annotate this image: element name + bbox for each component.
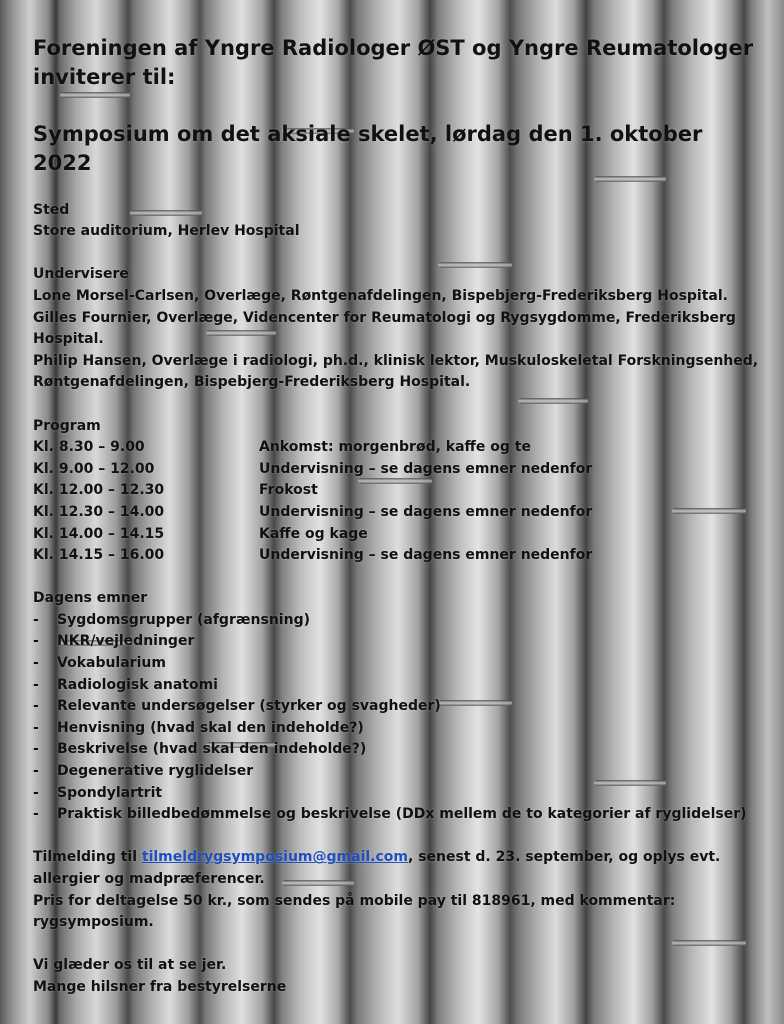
program-heading: Program <box>33 417 101 434</box>
topic-text: Beskrivelse (hvad skal den indeholde?) <box>57 741 367 758</box>
bullet-dash: - <box>33 784 39 801</box>
program-time: Kl. 9.00 – 12.00 <box>33 460 155 477</box>
organizer-heading <box>33 34 763 92</box>
program-activity: Undervisning – se dagens emner nedenfor <box>259 460 593 477</box>
topic-item <box>33 718 763 740</box>
registration-section <box>33 847 763 933</box>
topics-section <box>33 588 763 826</box>
registration-email-link[interactable]: tilmeldrygsymposium@gmail.com <box>141 849 408 866</box>
program-row <box>33 524 763 546</box>
teachers-section <box>33 264 763 394</box>
registration-prefix: Tilmelding til <box>33 849 142 866</box>
program-time: Kl. 12.00 – 12.30 <box>33 482 165 499</box>
topic-item <box>33 761 763 783</box>
program-activity: Kaffe og kage <box>259 525 368 542</box>
bullet-dash: - <box>33 763 39 780</box>
topic-item <box>33 804 763 826</box>
closing-line-1: Vi glæder os til at se jer. <box>33 957 227 974</box>
program-row <box>33 545 763 567</box>
symposium-title: Symposium om det aksiale skelet, lørdag den 1. oktober 2022 <box>33 122 703 175</box>
teachers-heading: Undervisere <box>33 266 129 283</box>
organizer-line-2: inviterer til: <box>33 65 176 89</box>
program-time: Kl. 14.00 – 14.15 <box>33 525 165 542</box>
location-section <box>33 200 763 243</box>
topic-text: NKR/vejledninger <box>57 633 195 650</box>
location-value: Store auditorium, Herlev Hospital <box>33 223 300 240</box>
topic-text: Spondylartrit <box>57 784 163 801</box>
bullet-dash: - <box>33 741 39 758</box>
program-row <box>33 502 763 524</box>
program-activity: Frokost <box>259 482 318 499</box>
topic-text: Vokabularium <box>57 655 166 672</box>
teacher-entry: Gilles Fournier, Overlæge, Videncenter for Reumatologi og Rygsygdomme, Frederiksberg Hospital. <box>33 309 736 348</box>
topic-item <box>33 675 763 697</box>
teacher-entry: Philip Hansen, Overlæge i radiologi, ph.d., klinisk lektor, Muskuloskeletal Forskningsenhed, Røntgenafdelingen, Bispebjerg-Frederiksberg Hospital. <box>33 352 759 391</box>
program-time: Kl. 8.30 – 9.00 <box>33 439 145 456</box>
registration-text <box>33 847 763 890</box>
bullet-dash: - <box>33 719 39 736</box>
topic-item <box>33 783 763 805</box>
program-section <box>33 416 763 567</box>
program-activity: Ankomst: morgenbrød, kaffe og te <box>259 439 531 456</box>
price-text: Pris for deltagelse 50 kr., som sendes på mobile pay til 818961, med kommentar: rygsymposium. <box>33 892 676 931</box>
program-activity: Undervisning – se dagens emner nedenfor <box>259 503 593 520</box>
invitation-document <box>33 34 763 999</box>
program-row <box>33 459 763 481</box>
location-heading: Sted <box>33 201 70 218</box>
topic-item <box>33 653 763 675</box>
bullet-dash: - <box>33 611 39 628</box>
bullet-dash: - <box>33 806 39 823</box>
bullet-dash: - <box>33 676 39 693</box>
topic-item <box>33 631 763 653</box>
program-time: Kl. 14.15 – 16.00 <box>33 547 165 564</box>
topic-text: Radiologisk anatomi <box>57 676 218 693</box>
bullet-dash: - <box>33 633 39 650</box>
topic-text: Sygdomsgrupper (afgrænsning) <box>57 611 310 628</box>
topic-item <box>33 739 763 761</box>
program-row <box>33 480 763 502</box>
registration-suffix: , senest d. 23. september, og oplys evt. allergier og madpræferencer. <box>33 849 721 887</box>
topic-text: Henvisning (hvad skal den indeholde?) <box>57 719 364 736</box>
topic-text: Relevante undersøgelser (styrker og svagheder) <box>57 698 441 715</box>
closing-line-2: Mange hilsner fra bestyrelserne <box>33 978 287 995</box>
closing-section <box>33 955 763 998</box>
program-row <box>33 437 763 459</box>
program-activity: Undervisning – se dagens emner nedenfor <box>259 547 593 564</box>
topic-text: Praktisk billedbedømmelse og beskrivelse (DDx mellem de to kategorier af ryglidelser) <box>57 806 747 823</box>
program-time: Kl. 12.30 – 14.00 <box>33 503 165 520</box>
bullet-dash: - <box>33 698 39 715</box>
topic-item <box>33 610 763 632</box>
topic-text: Degenerative ryglidelser <box>57 763 254 780</box>
organizer-line-1: Foreningen af Yngre Radiologer ØST og Yngre Reumatologer <box>33 36 754 60</box>
bullet-dash: - <box>33 655 39 672</box>
teacher-entry: Lone Morsel-Carlsen, Overlæge, Røntgenafdelingen, Bispebjerg-Frederiksberg Hospital. <box>33 287 728 304</box>
topic-item <box>33 696 763 718</box>
topics-heading: Dagens emner <box>33 590 148 607</box>
